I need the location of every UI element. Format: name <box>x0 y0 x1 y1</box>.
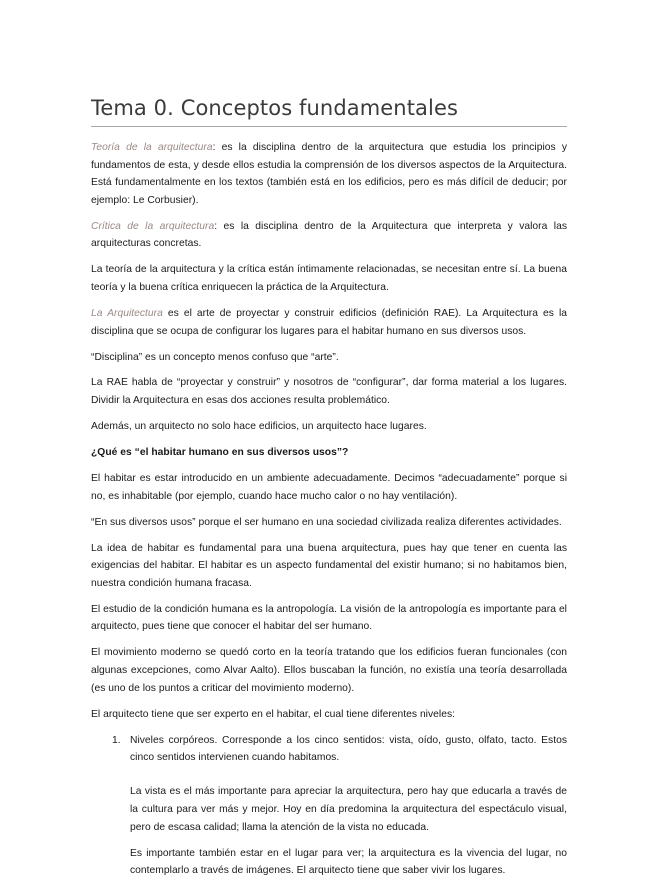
document-page <box>91 94 567 888</box>
paragraph-places: Además, un arquitecto no solo hace edificios, un arquitecto hace lugares. <box>91 421 427 433</box>
levels-list <box>91 732 567 776</box>
paragraph-theory-text: : es la disciplina dentro de la arquitectura que estudia los principios y fundamentos de esta, y desde ellos estudia la comprensión de los diversos aspectos de la Arquitectura. Está fundamentalmente en los textos (también está en los edificios, pero es más difícil de deducir; por ejemplo: Le Corbusier). <box>91 142 568 206</box>
paragraph-sight: La vista es el más importante para apreciar la arquitectura, pero hay que educarla a través de la cultura para ver más y mejor. Hoy en día predomina la arquitectura del espectáculo visual, pero de escasa calidad; llama la atención de la vista no educada. <box>130 786 567 833</box>
paragraph-theory <box>91 139 567 209</box>
paragraph-anthropology: El estudio de la condición humana es la antropología. La visión de la antropología es importante para el arquitecto, pues tiene que conocer el habitar del ser humano. <box>91 603 567 633</box>
question-heading: ¿Qué es “el habitar humano en sus diversos usos”? <box>91 447 349 459</box>
list-item <box>91 732 567 776</box>
paragraph-idea: La idea de habitar es fundamental para una buena arquitectura, pues hay que tener en cuenta las exigencias del habitar. El habitar es un aspecto fundamental del existir humano; si no habitamos bien, nuestra condición humana fracasa. <box>91 542 567 589</box>
paragraph-criticism <box>91 218 567 253</box>
term-architecture: La Arquitectura <box>91 307 163 319</box>
paragraph-uses: “En sus diversos usos” porque el ser humano en una sociedad civilizada realiza diferentes actividades. <box>91 516 562 528</box>
paragraph-architecture-text: es el arte de proyectar y construir edificios (definición RAE). La Arquitectura es la disciplina que se ocupa de configurar los lugares para el habitar humano en sus diversos usos. <box>91 307 567 337</box>
page-title: Tema 0. Conceptos fundamentales <box>91 94 567 127</box>
term-theory: Teoría de la arquitectura <box>91 142 213 153</box>
paragraph-rae: La RAE habla de “proyectar y construir” y nosotros de “configurar”, dar forma material a los lugares. Dividir la Arquitectura en esas dos acciones resulta problemático. <box>91 377 567 407</box>
list-item-text: Niveles corpóreos. Corresponde a los cinco sentidos: vista, oído, gusto, olfato, tacto. Estos cinco sentidos intervienen cuando habitamos. <box>130 734 567 764</box>
paragraph-architecture <box>91 305 567 340</box>
term-criticism: Crítica de la arquitectura <box>91 220 215 232</box>
paragraph-levels: El arquitecto tiene que ser experto en el habitar, el cual tiene diferentes niveles: <box>91 708 456 720</box>
paragraph-discipline: “Disciplina” es un concepto menos confuso que “arte”. <box>91 351 339 363</box>
paragraph-habitar: El habitar es estar introducido en un ambiente adecuadamente. Decimos “adecuadamente” porque si no, es inhabitable (por ejemplo, cuando hace mucho calor o no hay ventilación). <box>91 473 567 502</box>
paragraph-being-there: Es importante también estar en el lugar para ver; la arquitectura es la vivencia del lugar, no contemplarlo a través de imágenes. El arquitecto tiene que saber vivir los lugares. <box>130 847 567 877</box>
paragraph-relation: La teoría de la arquitectura y la crítica están íntimamente relacionadas, se necesitan entre sí. La buena teoría y la buena crítica enriquecen la práctica de la Arquitectura. <box>91 264 567 293</box>
paragraph-modern-movement: El movimiento moderno se quedó corto en la teoría tratando que los edificios fueran funcionales (con algunas excepciones, como Alvar Aalto). Ellos buscaban la función, no existía una teoría desarrollada (es uno de los puntos a criticar del movimiento moderno). <box>91 647 567 694</box>
paragraph-criticism-text: : es la disciplina dentro de la Arquitectura que interpreta y valora las arquitecturas concretas. <box>91 220 567 250</box>
list-item-number: 1. <box>112 734 121 746</box>
